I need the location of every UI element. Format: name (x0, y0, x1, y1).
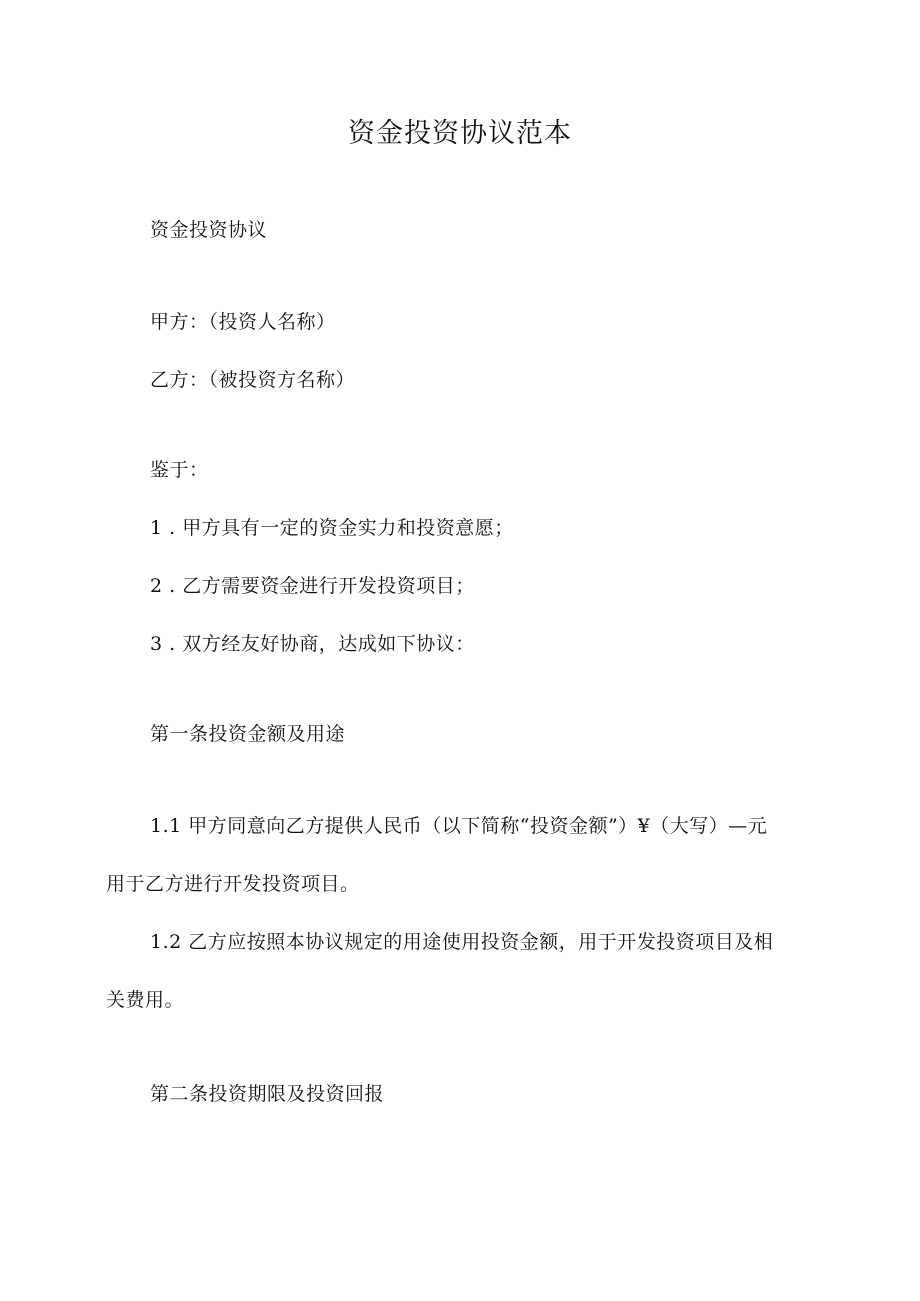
clause-1-1-line1: 1.1 甲方同意向乙方提供人民币（以下简称“投资金额”）¥（大写）—元 (150, 815, 768, 837)
document-subtitle: 资金投资协议 (150, 219, 268, 241)
article-1-heading: 第一条投资金额及用途 (150, 723, 346, 745)
clause-1-2-line1: 1.2 乙方应按照本协议规定的用途使用投资金额，用于开发投资项目及相 (150, 931, 774, 953)
party-b: 乙方：（被投资方名称） (150, 369, 356, 391)
recital-3: 3 . 双方经友好协商，达成如下协议： (150, 633, 475, 655)
clause-1-1-line2: 用于乙方进行开发投资项目。 (106, 873, 360, 895)
party-a: 甲方：（投资人名称） (150, 311, 336, 333)
recital-1: 1 . 甲方具有一定的资金实力和投资意愿； (150, 517, 514, 539)
document-title: 资金投资协议范本 (348, 118, 572, 149)
article-2-heading: 第二条投资期限及投资回报 (150, 1083, 385, 1105)
whereas-heading: 鉴于： (150, 459, 209, 481)
clause-1-2-line2: 关费用。 (106, 989, 185, 1011)
recital-2: 2 . 乙方需要资金进行开发投资项目； (150, 575, 475, 597)
